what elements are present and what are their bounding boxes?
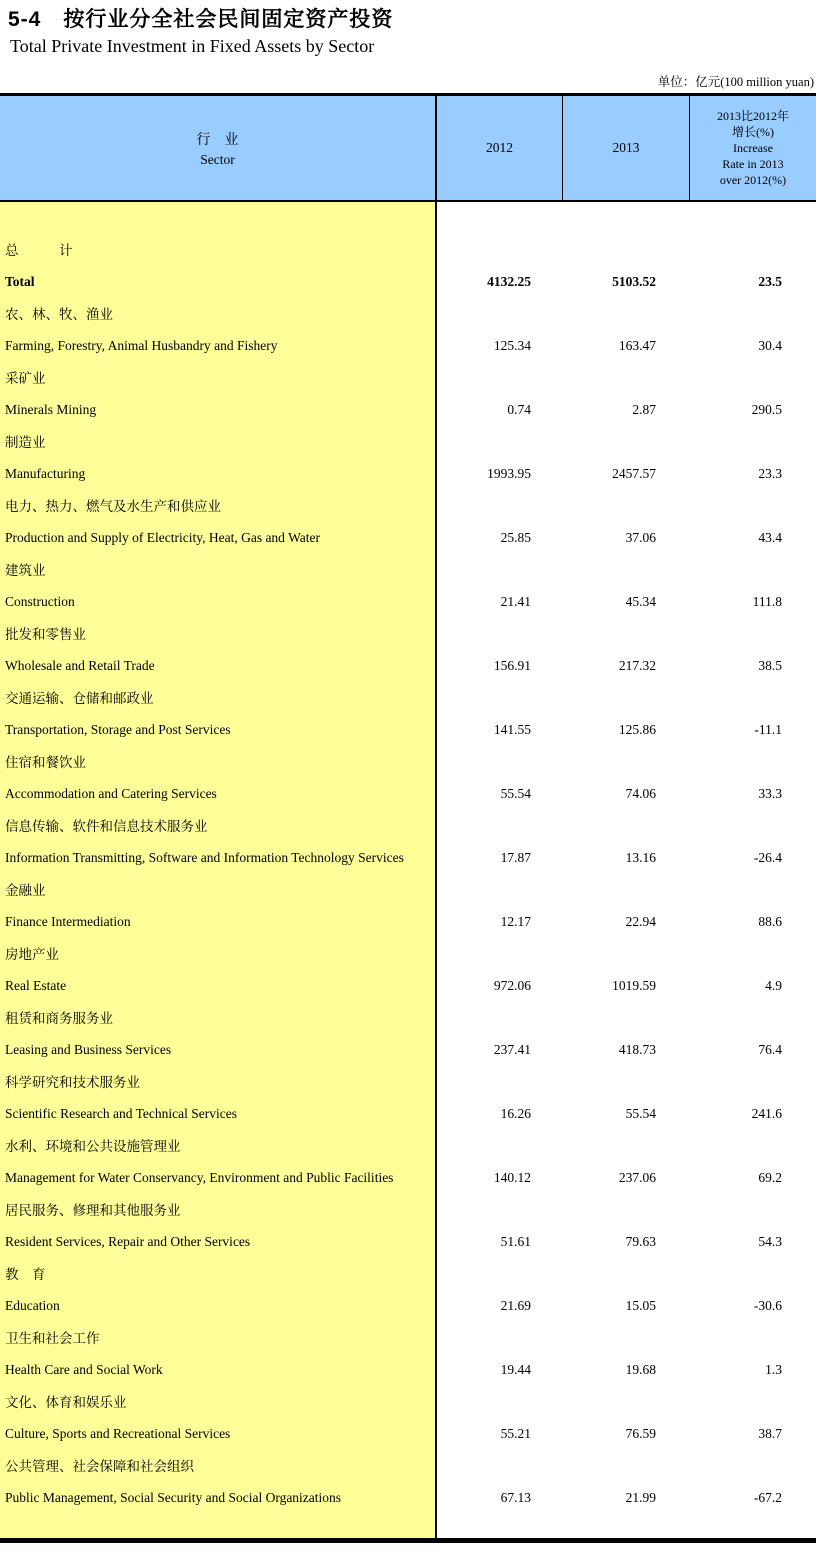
- header-cell-2012: 2012: [437, 96, 563, 200]
- sector-label-cell: [0, 362, 437, 426]
- sector-label-cell: [0, 234, 437, 298]
- value-2012: 1993.95: [487, 466, 531, 481]
- sector-name-en: Management for Water Conservancy, Environment and Public Facilities: [5, 1170, 394, 1185]
- value-2013: 37.06: [625, 530, 656, 545]
- table-row: [0, 1130, 816, 1194]
- sector-name-zh: 水利、环境和公共设施管理业: [5, 1139, 181, 1154]
- sector-name-zh: 交通运输、仓储和邮政业: [5, 691, 154, 706]
- sector-name-zh: 农、林、牧、渔业: [5, 307, 113, 322]
- table-row: [0, 1258, 816, 1322]
- value-2012: 237.41: [493, 1042, 531, 1057]
- value-2013: 217.32: [618, 658, 656, 673]
- sector-name-en: Finance Intermediation: [5, 914, 131, 929]
- page-title-en: Total Private Investment in Fixed Assets by Sector: [10, 36, 375, 56]
- value-2013: 2.87: [632, 402, 656, 417]
- value-increase-rate: 4.9: [765, 978, 782, 993]
- value-2012: 125.34: [493, 338, 531, 353]
- sector-name-en: Health Care and Social Work: [5, 1362, 163, 1377]
- increase-line-5: over 2012(%): [719, 173, 787, 187]
- increase-line-4: Rate in 2013: [722, 157, 784, 171]
- sector-name-zh: 公共管理、社会保障和社会组织: [5, 1459, 194, 1474]
- sector-label-cell: [0, 1130, 437, 1194]
- value-2012: 972.06: [493, 978, 531, 993]
- table-row: [0, 810, 816, 874]
- value-2012: 12.17: [500, 914, 531, 929]
- sector-label-cell: [0, 298, 437, 362]
- value-2012: 67.13: [500, 1490, 531, 1505]
- sector-name-en: Scientific Research and Technical Services: [5, 1106, 237, 1121]
- sector-name-en: Transportation, Storage and Post Services: [5, 722, 231, 737]
- table-row: [0, 1450, 816, 1514]
- value-2012: 140.12: [493, 1170, 531, 1185]
- value-2012: 17.87: [500, 850, 531, 865]
- sector-name-en: Real Estate: [5, 978, 67, 993]
- sector-label-cell: [0, 554, 437, 618]
- sector-name-en: Production and Supply of Electricity, Heat, Gas and Water: [5, 530, 320, 545]
- value-2012: 141.55: [493, 722, 531, 737]
- table-row: [0, 554, 816, 618]
- sector-name-zh: 教 育: [5, 1267, 46, 1282]
- sector-label-cell: [0, 1194, 437, 1258]
- value-increase-rate: 43.4: [758, 530, 782, 545]
- header-sector-zh: 行 业: [196, 132, 239, 148]
- sector-name-en: Education: [5, 1298, 60, 1313]
- value-2012: 21.41: [500, 594, 531, 609]
- sector-label-cell: [0, 938, 437, 1002]
- value-2012: 51.61: [500, 1234, 531, 1249]
- sector-label-cell: [0, 1002, 437, 1066]
- sector-name-en: Resident Services, Repair and Other Services: [5, 1234, 251, 1249]
- sector-name-zh: 卫生和社会工作: [5, 1331, 100, 1346]
- table-row: [0, 234, 816, 298]
- value-2013: 125.86: [618, 722, 656, 737]
- table-row: [0, 682, 816, 746]
- value-2012: 0.74: [507, 402, 531, 417]
- spacer-row-bottom: [0, 1514, 816, 1538]
- value-2013: 2457.57: [612, 466, 656, 481]
- sector-label-cell: [0, 618, 437, 682]
- table-row: [0, 618, 816, 682]
- header-cell-2013: 2013: [563, 96, 690, 200]
- value-2013: 13.16: [625, 850, 656, 865]
- sector-name-en: Farming, Forestry, Animal Husbandry and Fishery: [5, 338, 278, 353]
- sector-label-cell: [0, 1066, 437, 1130]
- value-increase-rate: 88.6: [758, 914, 782, 929]
- sector-name-en: Accommodation and Catering Services: [5, 786, 217, 801]
- unit-note: 单位：亿元(100 million yuan): [657, 75, 814, 89]
- sector-name-en: Information Transmitting, Software and Information Technology Services: [5, 850, 404, 865]
- sector-name-zh: 科学研究和技术服务业: [5, 1075, 140, 1090]
- page-title-zh: 5-4 按行业分全社会民间固定资产投资: [8, 8, 394, 31]
- sector-name-en: Leasing and Business Services: [5, 1042, 172, 1057]
- value-2012: 4132.25: [487, 274, 531, 289]
- sector-name-en: Manufacturing: [5, 466, 86, 481]
- value-increase-rate: 38.7: [758, 1426, 782, 1441]
- sector-label-cell: [0, 426, 437, 490]
- table-row: [0, 1194, 816, 1258]
- sector-name-zh: 制造业: [5, 435, 46, 450]
- table-row: [0, 938, 816, 1002]
- value-2013: 76.59: [625, 1426, 656, 1441]
- sector-name-en: Public Management, Social Security and Social Organizations: [5, 1490, 342, 1505]
- value-increase-rate: 69.2: [758, 1170, 782, 1185]
- value-increase-rate: 111.8: [752, 594, 782, 609]
- value-2012: 21.69: [500, 1298, 531, 1313]
- sector-name-en: Wholesale and Retail Trade: [5, 658, 155, 673]
- table-row: [0, 874, 816, 938]
- header-sector-en: Sector: [200, 151, 235, 167]
- increase-line-1: 2013比2012年: [716, 109, 789, 123]
- value-increase-rate: 23.3: [758, 466, 782, 481]
- value-2013: 19.68: [625, 1362, 656, 1377]
- table-header-row: [0, 96, 816, 202]
- table-row: [0, 1002, 816, 1066]
- sector-label-cell: [0, 490, 437, 554]
- table-row: [0, 490, 816, 554]
- value-2012: 55.54: [500, 786, 531, 801]
- value-2013: 74.06: [625, 786, 656, 801]
- value-2013: 21.99: [625, 1490, 656, 1505]
- value-increase-rate: -11.1: [754, 722, 782, 737]
- sector-label-cell: [0, 1386, 437, 1450]
- value-2013: 418.73: [618, 1042, 656, 1057]
- value-2013: 15.05: [625, 1298, 656, 1313]
- sector-name-zh: 建筑业: [5, 563, 46, 578]
- spacer-label-cell: [0, 202, 437, 234]
- value-2013: 55.54: [625, 1106, 656, 1121]
- sector-label-cell: [0, 746, 437, 810]
- value-2012: 156.91: [493, 658, 531, 673]
- sector-label-cell: [0, 1258, 437, 1322]
- sector-name-zh: 租赁和商务服务业: [5, 1011, 113, 1026]
- sector-label-cell: [0, 874, 437, 938]
- value-2013: 1019.59: [612, 978, 656, 993]
- value-2013: 163.47: [618, 338, 656, 353]
- table-row: [0, 1066, 816, 1130]
- value-increase-rate: 38.5: [758, 658, 782, 673]
- spacer-label-cell: [0, 1514, 437, 1538]
- sector-name-en: Total: [5, 274, 35, 289]
- value-2013: 22.94: [625, 914, 656, 929]
- spacer-data-cell: [437, 1514, 816, 1538]
- value-increase-rate: -30.6: [753, 1298, 782, 1313]
- value-increase-rate: -26.4: [753, 850, 782, 865]
- sector-name-zh: 文化、体育和娱乐业: [5, 1395, 127, 1410]
- value-2013: 5103.52: [612, 274, 656, 289]
- sector-name-zh: 金融业: [5, 883, 46, 898]
- table-body: [0, 202, 816, 1538]
- table-row: [0, 746, 816, 810]
- header-cell-increase-rate: [690, 96, 816, 200]
- sector-name-zh: 居民服务、修理和其他服务业: [5, 1203, 181, 1218]
- spacer-data-cell: [437, 202, 816, 234]
- sector-label-cell: [0, 682, 437, 746]
- value-2013: 45.34: [625, 594, 656, 609]
- sector-name-zh: 总 计: [5, 243, 73, 258]
- sector-name-zh: 批发和零售业: [5, 627, 86, 642]
- value-2013: 79.63: [625, 1234, 656, 1249]
- table-row: [0, 298, 816, 362]
- sector-label-cell: [0, 1450, 437, 1514]
- value-increase-rate: 1.3: [765, 1362, 782, 1377]
- value-increase-rate: 23.5: [758, 274, 782, 289]
- sector-name-zh: 房地产业: [5, 947, 59, 962]
- sector-name-zh: 住宿和餐饮业: [5, 755, 86, 770]
- table-row: [0, 1386, 816, 1450]
- spacer-row-top: [0, 202, 816, 234]
- increase-line-3: Increase: [733, 141, 773, 155]
- sector-label-cell: [0, 810, 437, 874]
- value-2012: 25.85: [500, 530, 531, 545]
- increase-line-2: 增长(%): [732, 125, 774, 139]
- value-increase-rate: 33.3: [758, 786, 782, 801]
- value-increase-rate: 290.5: [751, 402, 782, 417]
- data-table: [0, 93, 816, 1543]
- sector-name-zh: 信息传输、软件和信息技术服务业: [5, 819, 208, 834]
- table-row: [0, 362, 816, 426]
- sector-name-en: Culture, Sports and Recreational Services: [5, 1426, 231, 1441]
- sector-name-zh: 电力、热力、燃气及水生产和供应业: [5, 499, 221, 514]
- table-row: [0, 426, 816, 490]
- value-2013: 237.06: [618, 1170, 656, 1185]
- value-increase-rate: 30.4: [758, 338, 782, 353]
- value-2012: 55.21: [500, 1426, 531, 1441]
- sector-label-cell: [0, 1322, 437, 1386]
- value-2012: 19.44: [500, 1362, 531, 1377]
- sector-name-en: Construction: [5, 594, 75, 609]
- value-increase-rate: -67.2: [753, 1490, 782, 1505]
- value-2012: 16.26: [500, 1106, 531, 1121]
- value-increase-rate: 76.4: [758, 1042, 782, 1057]
- value-increase-rate: 241.6: [751, 1106, 782, 1121]
- table-row: [0, 1322, 816, 1386]
- value-increase-rate: 54.3: [758, 1234, 782, 1249]
- sector-name-en: Minerals Mining: [5, 402, 97, 417]
- sector-name-zh: 采矿业: [5, 371, 46, 386]
- header-cell-sector: [0, 96, 437, 200]
